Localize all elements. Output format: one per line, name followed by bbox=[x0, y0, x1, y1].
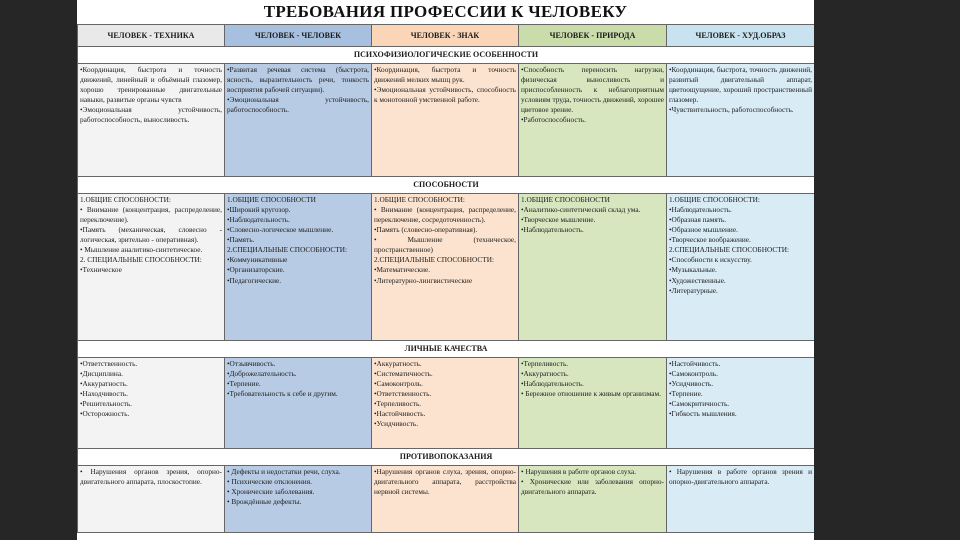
cell-text-item: •Самоконтроль. bbox=[669, 369, 718, 379]
cell-text-item: • Внимание (концентрация, распределение, переключение, сосредоточенность). bbox=[374, 205, 516, 225]
cell-text-item: •Работоспособность. bbox=[521, 115, 586, 125]
column-header-technique: ЧЕЛОВЕК - ТЕХНИКА bbox=[78, 25, 225, 47]
cell-text-item: •Аккуратность. bbox=[374, 359, 422, 368]
table-cell bbox=[225, 358, 372, 449]
table-cell bbox=[667, 466, 815, 533]
cell-text-item: •Литературно-лингвистические bbox=[374, 275, 473, 285]
cell-text-item: •Память (механическая, словесно - логическая, зрительно - оперативная). bbox=[80, 225, 222, 245]
table-cell bbox=[78, 466, 225, 533]
cell-text-item: •Память (словесно-оперативная). bbox=[374, 225, 478, 235]
cell-text-item: •Терпеливость. bbox=[374, 399, 422, 409]
cell-text-item: • Внимание (концентрация, распределение, переключение). bbox=[80, 205, 222, 225]
table-cell bbox=[667, 194, 815, 341]
cell-text-item: •Наблюдательность. bbox=[521, 379, 584, 389]
page-title: ТРЕБОВАНИЯ ПРОФЕССИИ К ЧЕЛОВЕКУ bbox=[263, 2, 628, 21]
cell-text-item: •Коммуникативные bbox=[227, 255, 288, 265]
table-cell bbox=[225, 466, 372, 533]
cell-text-item: •Усидчивость. bbox=[669, 379, 714, 389]
cell-text-item: •Наблюдательность. bbox=[227, 215, 290, 225]
cell-text-item: •Координация, быстрота и точность движений, линейный и объёмный глазомер, хорошо тренированные двигательные навыки, развитые органы чувств bbox=[80, 65, 222, 105]
section-heading-contraindications: ПРОТИВОПОКАЗАНИЯ bbox=[78, 449, 815, 466]
cell-text-item: •Эмоциональная устойчивость, работоспособность. bbox=[227, 95, 369, 115]
table-cell bbox=[372, 358, 519, 449]
cell-text-item: •Организаторские. bbox=[227, 265, 285, 275]
cell-text-item: 2.СПЕЦИАЛЬНЫЕ СПОСОБНОСТИ: bbox=[227, 245, 347, 255]
cell-text-item: •Творческое воображение. bbox=[669, 235, 751, 245]
cell-text-item: • Нарушения в работе органов слуха. bbox=[521, 467, 637, 476]
column-header-person: ЧЕЛОВЕК - ЧЕЛОВЕК bbox=[225, 25, 372, 47]
cell-text-item: • Нарушения в работе органов зрения и опорно-двигательного аппарата. bbox=[669, 467, 812, 487]
table-cell bbox=[519, 64, 667, 177]
cell-text-item: •Аккуратность. bbox=[80, 379, 128, 389]
cell-text-item: 1.ОБЩИЕ СПОСОБНОСТИ: bbox=[374, 195, 465, 204]
cell-text-item: •Ответственность. bbox=[374, 389, 432, 399]
table-cell bbox=[519, 466, 667, 533]
cell-text-item: •Чувствительность, работоспособность. bbox=[669, 105, 794, 115]
requirements-table bbox=[77, 24, 814, 533]
column-header-row bbox=[78, 25, 815, 47]
cell-text-item: •Настойчивость. bbox=[669, 359, 721, 368]
cell-text-item: •Координация, быстрота, точность движений, развитый двигательный аппарат, цветоощущение, хороший пространственный глазомер. bbox=[669, 65, 812, 105]
table-cell bbox=[225, 64, 372, 177]
cell-text-item: •Координация, быстрота и точность движений мелких мышц рук. bbox=[374, 65, 516, 85]
cell-text-item: • Мышление (техническое, пространственное) bbox=[374, 235, 516, 255]
cell-text-item: •Самокритичность. bbox=[669, 399, 730, 409]
cell-text-item: •Развитая речевая система (быстрота, ясность, выразительность речи, тонкость восприятия рабочей ситуации). bbox=[227, 65, 369, 95]
cell-text-item: •Самоконтроль. bbox=[374, 379, 423, 389]
cell-text-item: •Решительность. bbox=[80, 399, 132, 409]
cell-text-item: •Способности к искусству. bbox=[669, 255, 752, 265]
cell-text-item: • Врождённые дефекты. bbox=[227, 497, 302, 507]
section-heading-row bbox=[78, 341, 815, 358]
cell-text-item: •Аналитико-синтетический склад ума. bbox=[521, 205, 641, 215]
section-heading-physiology: ПСИХОФИЗИОЛОГИЧЕСКИЕ ОСОБЕННОСТИ bbox=[78, 47, 815, 64]
section-content-row bbox=[78, 466, 815, 533]
slide-sheet bbox=[77, 0, 814, 540]
cell-text-item: •Наблюдательность. bbox=[669, 205, 732, 215]
section-heading-row bbox=[78, 177, 815, 194]
table-cell bbox=[667, 358, 815, 449]
cell-text-item: • Дефекты и недостатки речи, слуха. bbox=[227, 467, 341, 476]
table-cell bbox=[372, 194, 519, 341]
cell-text-item: 1.ОБЩИЕ СПОСОБНОСТИ: bbox=[80, 195, 171, 204]
cell-text-item: •Наблюдательность. bbox=[521, 225, 584, 235]
cell-text-item: •Терпеливость. bbox=[521, 359, 569, 368]
cell-text-item: • Бережное отношение к живым организмам. bbox=[521, 389, 661, 399]
cell-text-item: •Настойчивость. bbox=[374, 409, 426, 419]
cell-text-item: •Отзывчивость. bbox=[227, 359, 276, 368]
cell-text-item: •Музыкальные. bbox=[669, 265, 717, 275]
table-cell bbox=[372, 64, 519, 177]
cell-text-item: •Требовательность к себе и другим. bbox=[227, 389, 338, 399]
cell-text-item: •Техническое bbox=[80, 265, 122, 275]
section-content-row bbox=[78, 64, 815, 177]
cell-text-item: •Эмоциональная устойчивость, работоспособность, выносливость. bbox=[80, 105, 222, 125]
table-cell bbox=[667, 64, 815, 177]
cell-text-item: •Осторожность. bbox=[80, 409, 130, 419]
table-cell bbox=[372, 466, 519, 533]
cell-text-item: 2.СПЕЦИАЛЬНЫЕ СПОСОБНОСТИ: bbox=[669, 245, 789, 255]
cell-text-item: •Литературные. bbox=[669, 285, 718, 295]
cell-text-item: •Терпение. bbox=[227, 379, 261, 389]
cell-text-item: • Хронические или заболевания опорно-двигательного аппарата. bbox=[521, 477, 664, 497]
section-content-row bbox=[78, 194, 815, 341]
cell-text-item: •Память. bbox=[227, 235, 255, 245]
section-content-row bbox=[78, 358, 815, 449]
cell-text-item: 1.ОБЩИЕ СПОСОБНОСТИ bbox=[521, 195, 610, 204]
table-cell bbox=[225, 194, 372, 341]
cell-text-item: •Творческое мышление. bbox=[521, 215, 596, 225]
cell-text-item: •Терпение. bbox=[669, 389, 703, 399]
cell-text-item: •Усидчивость. bbox=[374, 419, 419, 429]
cell-text-item: • Нарушения органов зрения, опорно-двигательного аппарата, плоскостопие. bbox=[80, 467, 222, 487]
cell-text-item: •Эмоциональная устойчивость, способность к монотонной умственной работе. bbox=[374, 85, 516, 105]
cell-text-item: 2.СПЕЦИАЛЬНЫЕ СПОСОБНОСТИ: bbox=[374, 255, 494, 265]
cell-text-item: •Словесно-логическое мышление. bbox=[227, 225, 334, 235]
cell-text-item: 2. СПЕЦИАЛЬНЫЕ СПОСОБНОСТИ: bbox=[80, 255, 202, 265]
table-cell bbox=[519, 194, 667, 341]
cell-text-item: •Ответственность. bbox=[80, 359, 138, 368]
cell-text-item: •Образное мышление. bbox=[669, 225, 738, 235]
table-cell bbox=[78, 194, 225, 341]
cell-text-item: •Образная память. bbox=[669, 215, 727, 225]
column-header-nature: ЧЕЛОВЕК - ПРИРОДА bbox=[519, 25, 667, 47]
cell-text-item: •Педагогические. bbox=[227, 275, 282, 285]
cell-text-item: •Художественные. bbox=[669, 275, 726, 285]
cell-text-item: •Аккуратность. bbox=[521, 369, 569, 379]
column-header-sign: ЧЕЛОВЕК - ЗНАК bbox=[372, 25, 519, 47]
table-cell bbox=[519, 358, 667, 449]
cell-text-item: •Систематичность. bbox=[374, 369, 433, 379]
cell-text-item: •Находчивость. bbox=[80, 389, 128, 399]
cell-text-item: • Хронические заболевания. bbox=[227, 487, 315, 497]
column-header-art: ЧЕЛОВЕК - ХУД.ОБРАЗ bbox=[667, 25, 815, 47]
cell-text-item: •Дисциплина. bbox=[80, 369, 123, 379]
cell-text-item: 1.ОБЩИЕ СПОСОБНОСТИ: bbox=[669, 195, 760, 204]
cell-text-item: •Нарушения органов слуха, зрения, опорно-двигательного аппарата, расстройства нервной системы. bbox=[374, 467, 516, 497]
cell-text-item: 1.ОБЩИЕ СПОСОБНОСТИ bbox=[227, 195, 316, 204]
cell-text-item: •Широкий кругозор. bbox=[227, 205, 291, 215]
cell-text-item: • Психические отклонения. bbox=[227, 477, 312, 487]
section-heading-personal-qualities: ЛИЧНЫЕ КАЧЕСТВА bbox=[78, 341, 815, 358]
table-cell bbox=[78, 358, 225, 449]
cell-text-item: •Гибкость мышления. bbox=[669, 409, 737, 419]
table-cell bbox=[78, 64, 225, 177]
cell-text-item: •Доброжелательность. bbox=[227, 369, 297, 379]
cell-text-item: • Мышление аналитико-синтетическое. bbox=[80, 245, 203, 255]
section-heading-row bbox=[78, 47, 815, 64]
section-heading-abilities: СПОСОБНОСТИ bbox=[78, 177, 815, 194]
cell-text-item: •Математические. bbox=[374, 265, 431, 275]
cell-text-item: •Способность переносить нагрузки, физическая выносливость и приспособленность к неблагоприятным условиям труда, точность движений, хорошее цветовое зрение. bbox=[521, 65, 664, 115]
section-heading-row bbox=[78, 449, 815, 466]
